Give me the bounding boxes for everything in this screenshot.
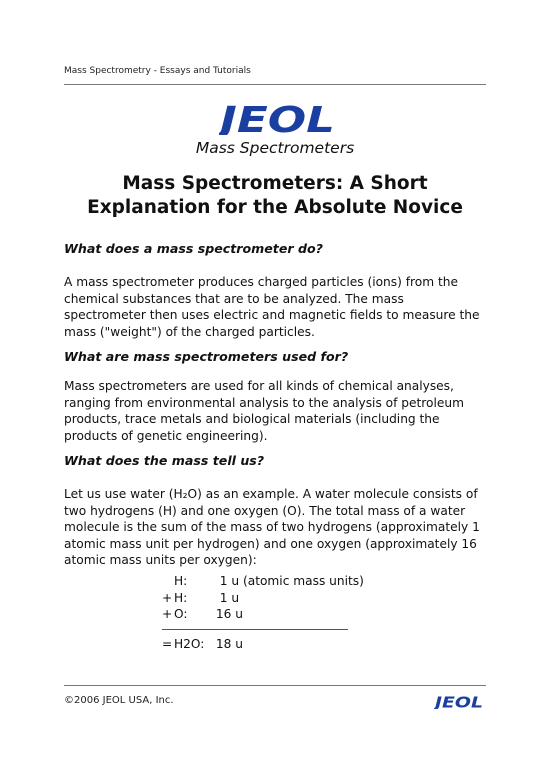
running-header: Mass Spectrometry - Essays and Tutorials — [64, 66, 251, 76]
section-question: What are mass spectrometers used for? — [64, 349, 349, 364]
calc-value: 1 u (atomic mass units) — [212, 574, 364, 588]
section-question: What does a mass spectrometer do? — [64, 241, 323, 256]
calc-operator: + — [162, 590, 173, 605]
section-mass-tells — [64, 453, 488, 469]
article-title — [70, 172, 480, 220]
footer-copyright: ©2006 JEOL USA, Inc. — [64, 695, 174, 706]
footer-jeol-logo — [434, 694, 484, 708]
section-used-for — [64, 349, 488, 365]
section-what-does — [64, 241, 488, 257]
jeol-logo — [219, 103, 336, 135]
footer-jeol-logo-icon — [434, 695, 484, 709]
footer-logo-text: JEOL — [434, 695, 483, 709]
header-divider — [64, 84, 486, 85]
calc-result-row — [162, 636, 364, 653]
section-answer: A mass spectrometer produces charged particles (ions) from the chemical substances that are to be analyzed. The mass spectrometer then uses electric and magnetic fields to measure the mass ("weight") of the charged particles. — [64, 275, 480, 339]
section-answer: Mass spectrometers are used for all kinds of chemical analyses, ranging from environmental analysis to the analysis of petroleum products, trace metals and biological materials (including the products of genetic engineering). — [64, 379, 464, 443]
calc-row — [162, 590, 364, 607]
section-mass-tells-body — [64, 486, 488, 569]
calc-element: H: — [174, 574, 188, 588]
title-line-2: Explanation for the Absolute Novice — [87, 197, 463, 218]
section-used-for-body — [64, 378, 488, 444]
calc-row — [162, 573, 364, 590]
jeol-logo-text: JEOL — [219, 103, 335, 135]
calc-operator — [162, 573, 174, 590]
calc-row — [162, 606, 364, 623]
brand-subtitle: Mass Spectrometers — [195, 139, 355, 157]
section-answer: Let us use water (H₂O) as an example. A water molecule consists of two hydrogens (H) and one oxygen (O). The total mass of a water molecule is the sum of the mass of two hydrogens (approximately 1 atomic mass unit per hydrogen) and one oxygen (approximately 16 atomic mass units per oxygen): — [64, 487, 480, 568]
calc-value: 18 u — [212, 636, 243, 651]
title-line-1: Mass Spectrometers: A Short — [122, 173, 428, 194]
section-what-does-body — [64, 274, 488, 340]
calc-element: H: — [174, 590, 188, 605]
footer-divider — [64, 685, 486, 686]
section-question: What does the mass tell us? — [64, 453, 265, 468]
calc-element: O: — [174, 607, 188, 622]
calc-value: 16 u — [212, 607, 243, 622]
calc-value: 1 u — [212, 590, 240, 605]
mass-calculation — [162, 573, 364, 652]
calc-element: H2O: — [174, 636, 205, 651]
calc-sum-line — [162, 629, 348, 630]
calc-operator: = — [162, 636, 173, 651]
jeol-logo-icon — [219, 103, 336, 135]
calc-operator: + — [162, 607, 173, 622]
